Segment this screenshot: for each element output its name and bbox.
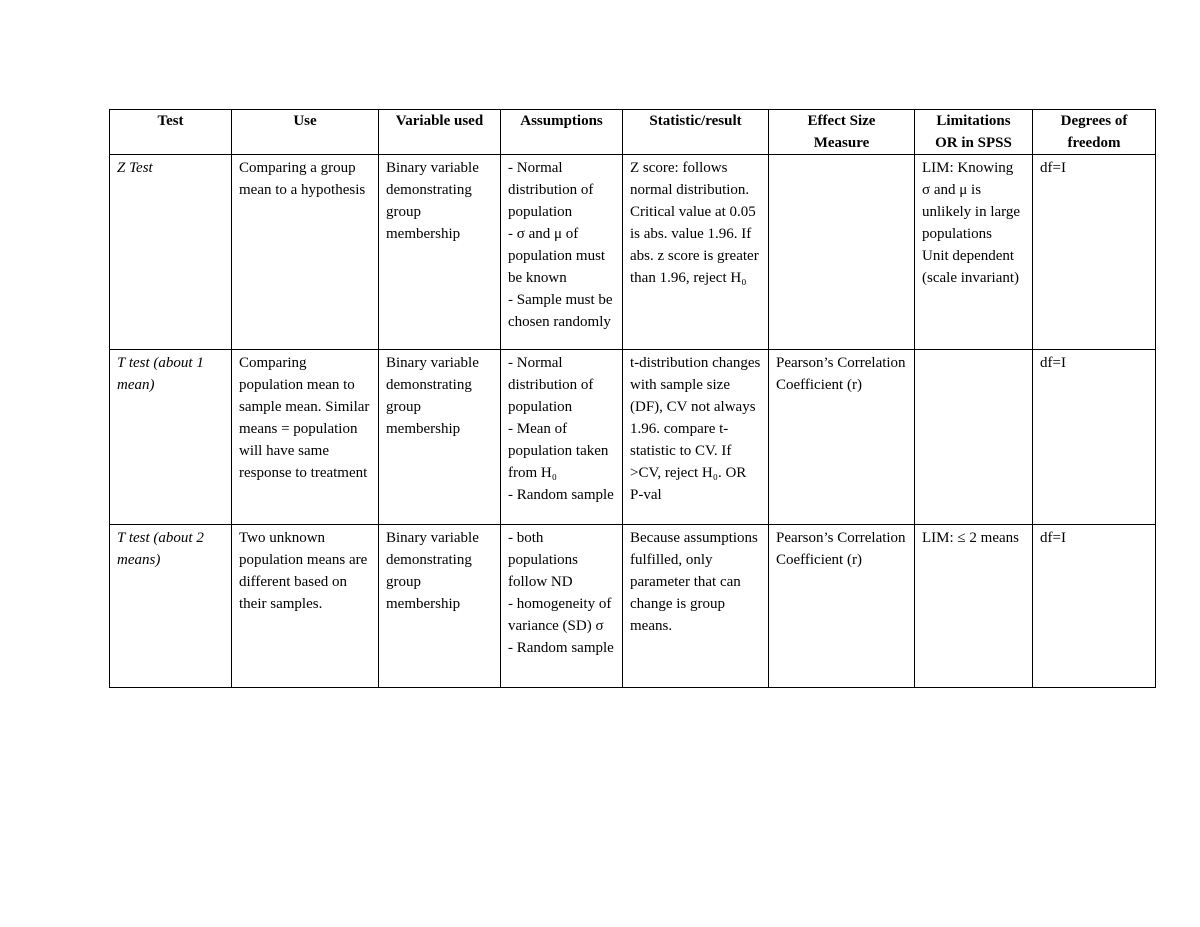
cell-statistic: t-distribution changes with sample size (DF), CV not always 1.96. compare t-statistic to CV. If >CV, reject H₀. OR P-val (623, 350, 769, 525)
cell-effect-size (769, 155, 915, 350)
cell-variable: Binary variable demonstrating group membership (379, 525, 501, 688)
assumption-item: - both populations follow ND (508, 530, 578, 590)
cell-use: Comparing a group mean to a hypothesis (232, 155, 379, 350)
header-assumptions: Assumptions (501, 110, 623, 155)
cell-test: Z Test (110, 155, 232, 350)
assumption-item: - Normal distribution of population (508, 355, 594, 415)
header-degrees-of-freedom: Degrees of freedom (1033, 110, 1156, 155)
limitation-item: LIM: ≤ 2 means (922, 530, 1019, 546)
cell-variable: Binary variable demonstrating group membership (379, 350, 501, 525)
header-statistic-result: Statistic/result (623, 110, 769, 155)
limitation-item: Unit dependent (scale invariant) (922, 248, 1020, 286)
cell-limitations (915, 155, 1033, 350)
cell-use: Comparing population mean to sample mean. Similar means = population will have same response to treatment (232, 350, 379, 525)
cell-df: df=I (1033, 155, 1156, 350)
header-test: Test (110, 110, 232, 155)
table-row (110, 350, 1156, 525)
stats-tests-table (109, 109, 1156, 688)
table-row (110, 525, 1156, 688)
cell-use: Two unknown population means are different based on their samples. (232, 525, 379, 688)
cell-statistic: Because assumptions fulfilled, only parameter that can change is group means. (623, 525, 769, 688)
cell-effect-size: Pearson’s Correlation Coefficient (r) (769, 525, 915, 688)
assumption-item: - Sample must be chosen randomly (508, 292, 613, 330)
cell-limitations (915, 350, 1033, 525)
cell-test: T test (about 2 means) (110, 525, 232, 688)
cell-effect-size: Pearson’s Correlation Coefficient (r) (769, 350, 915, 525)
cell-df: df=I (1033, 525, 1156, 688)
cell-assumptions (501, 350, 623, 525)
cell-limitations (915, 525, 1033, 688)
cell-variable: Binary variable demonstrating group membership (379, 155, 501, 350)
cell-test: T test (about 1 mean) (110, 350, 232, 525)
assumption-item: - σ and μ of population must be known (508, 226, 606, 286)
header-variable-used: Variable used (379, 110, 501, 155)
assumption-item: - Random sample (508, 487, 614, 503)
cell-assumptions (501, 525, 623, 688)
header-limitations: Limitations OR in SPSS (915, 110, 1033, 155)
limitation-item: LIM: Knowing σ and μ is unlikely in large populations (922, 160, 1021, 242)
cell-assumptions (501, 155, 623, 350)
header-use: Use (232, 110, 379, 155)
cell-df: df=I (1033, 350, 1156, 525)
table-row (110, 155, 1156, 350)
assumption-item: - homogeneity of variance (SD) σ (508, 596, 612, 634)
header-effect-size: Effect Size Measure (769, 110, 915, 155)
assumption-item: - Random sample (508, 640, 614, 656)
assumption-item: - Mean of population taken from H₀ (508, 421, 609, 481)
header-row (110, 110, 1156, 155)
cell-statistic: Z score: follows normal distribution. Critical value at 0.05 is abs. value 1.96. If abs. z score is greater than 1.96, reject H₀ (623, 155, 769, 350)
assumption-item: - Normal distribution of population (508, 160, 594, 220)
